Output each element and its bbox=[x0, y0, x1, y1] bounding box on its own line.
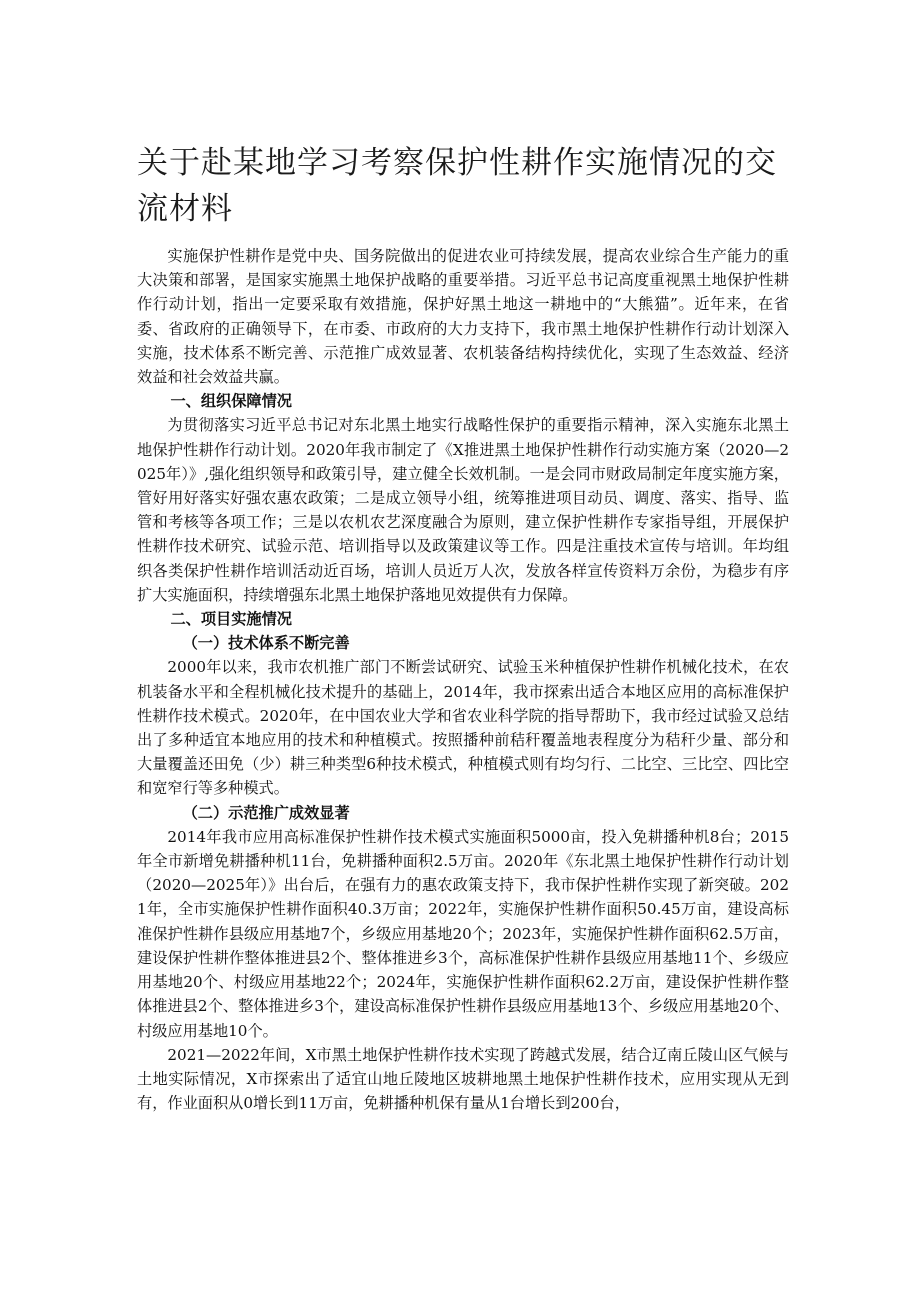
paragraph: 2021—2022年间，X市黑土地保护性耕作技术实现了跨越式发展，结合辽南丘陵山区气候与土地实际情况，X市探索出了适宜山地丘陵地区坡耕地黑土地保护性耕作技术，应用实现从无到有，作业面积从0增长到11万亩，免耕播种机保有量从1台增长到200台， bbox=[137, 1045, 789, 1113]
paragraph: 为贯彻落实习近平总书记对东北黑土地实行战略性保护的重要指示精神，深入实施东北黑土地保护性耕作行动计划。2020年我市制定了《X推进黑土地保护性耕作行动实施方案（2020—2025年）》,强化组织领导和政策引导，建立健全长效机制。一是会同市财政局制定年度实施方案，管好用好落实好强农惠农政策；二是成立领导小组，统筹推进项目动员、调度、落实、指导、监管和考核等各项工作；三是以农机农艺深度融合为原则，建立保护性耕作专家指导组，开展保护性耕作技术研究、试验示范、培训指导以及政策建议等工作。四是注重技术宣传与培训。年均组织各类保护性耕作培训活动近百场，培训人员近万人次，发放各样宣传资料万余份，为稳步有序扩大实施面积，持续增强东北黑土地保护落地见效提供有力保障。 bbox=[137, 416, 789, 604]
document-title: 关于赴某地学习考察保护性耕作实施情况的交流材料 bbox=[137, 145, 777, 227]
paragraph: 2014年我市应用高标准保护性耕作技术模式实施面积5000亩，投入免耕播种机8台；2015年全市新增免耕播种机11台，免耕播种面积2.5万亩。2020年《东北黑土地保护性耕作行动计划（2020—2025年）》出台后，在强有力的惠农政策支持下，我市保护性耕作实现了新突破。2021年，全市实施保护性耕作面积40.3万亩；2022年，实施保护性耕作面积50.45万亩，建设高标准保护性耕作县级应用基地7个，乡级应用基地20个；2023年，实施保护性耕作面积62.5万亩，建设保护性耕作整体推进县2个、整体推进乡3个，高标准保护性耕作县级应用基地11个、乡级应用基地20个、村级应用基地22个；2024年，实施保护性耕作面积62.2万亩，建设保护性耕作整体推进县2个、整体推进乡3个，建设高标准保护性耕作县级应用基地13个、乡级应用基地20个、村级应用基地10个。 bbox=[137, 827, 789, 1040]
section-heading: 二、项目实施情况 bbox=[170, 610, 292, 629]
intro-paragraph: 实施保护性耕作是党中央、国务院做出的促进农业可持续发展，提高农业综合生产能力的重大决策和部署，是国家实施黑土地保护战略的重要举措。习近平总书记高度重视黑土地保护性耕作行动计划，指出一定要采取有效措施，保护好黑土地这一耕地中的“大熊猫”。近年来，在省委、省政府的正确领导下，在市委、市政府的大力支持下，我市黑土地保护性耕作行动计划深入实施，技术体系不断完善、示范推广成效显著、农机装备结构持续优化，实现了生态效益、经济效益和社会效益共赢。 bbox=[137, 247, 789, 387]
section-heading: 一、组织保障情况 bbox=[170, 392, 292, 411]
subsection-heading: （一）技术体系不断完善 bbox=[182, 634, 350, 653]
subsection-heading: （二）示范推广成效显著 bbox=[182, 803, 350, 822]
paragraph: 2000年以来，我市农机推广部门不断尝试研究、试验玉米种植保护性耕作机械化技术，在农机装备水平和全程机械化技术提升的基础上，2014年，我市探索出适合本地区应用的高标准保护性耕作技术模式。2020年，在中国农业大学和省农业科学院的指导帮助下，我市经过试验又总结出了多种适宜本地应用的技术和种植模式。按照播种前秸秆覆盖地表程度分为秸秆少量、部分和大量覆盖还田免（少）耕三种类型6种技术模式，种植模式则有均匀行、二比空、三比空、四比空和宽窄行等多种模式。 bbox=[137, 658, 789, 798]
document-body bbox=[137, 244, 789, 1115]
